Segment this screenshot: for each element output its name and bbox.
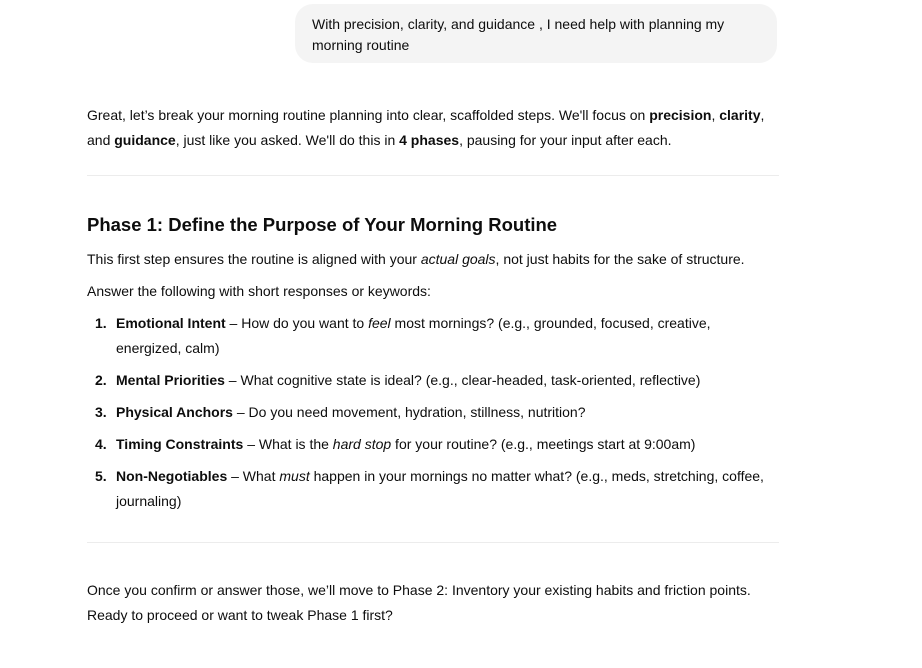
list-item-text: for your routine? (e.g., meetings start at 9:00am)	[391, 436, 696, 452]
list-number: 1.	[95, 315, 107, 331]
intro-text: Great, let’s break your morning routine planning into clear, scaffolded steps. We'll focus on	[87, 107, 650, 123]
list-item-emphasis: must	[279, 468, 310, 484]
intro-bold-precision: precision	[649, 107, 712, 123]
intro-paragraph	[87, 103, 779, 153]
horizontal-divider	[87, 175, 779, 176]
list-item	[87, 400, 779, 425]
user-message-text: With precision, clarity, and guidance , I need help with planning my morning routine	[312, 16, 725, 53]
list-item-title: Non-Negotiables	[116, 468, 228, 484]
list-item-text: – What	[227, 468, 280, 484]
list-number: 4.	[95, 436, 107, 452]
list-item-text: – What cognitive state is ideal? (e.g., clear-headed, task-oriented, reflective)	[224, 372, 701, 388]
closing-paragraph: Once you confirm or answer those, we’ll move to Phase 2: Inventory your existing habits and friction points. Ready to proceed or want to tweak Phase 1 first?	[87, 582, 751, 623]
intro-text: , just like you asked. We'll do this in	[175, 132, 400, 148]
intro-bold-phases: 4 phases	[399, 132, 460, 148]
explanation-emphasis: actual goals	[420, 251, 496, 267]
explanation-text: This first step ensures the routine is aligned with your	[87, 251, 421, 267]
intro-bold-guidance: guidance	[114, 132, 176, 148]
list-item	[87, 311, 779, 361]
list-item-title: Emotional Intent	[116, 315, 226, 331]
horizontal-divider	[87, 542, 779, 543]
user-message-bubble	[295, 4, 777, 63]
intro-text: ,	[711, 107, 720, 123]
intro-text: , and	[87, 107, 765, 148]
list-item-title: Mental Priorities	[116, 372, 225, 388]
instruction-text: Answer the following with short responses or keywords:	[87, 283, 431, 299]
list-number: 2.	[95, 372, 107, 388]
intro-text: , pausing for your input after each.	[459, 132, 672, 148]
list-item-text: – How do you want to	[225, 315, 369, 331]
list-item	[87, 368, 779, 393]
list-item-title: Physical Anchors	[116, 404, 233, 420]
list-item-title: Timing Constraints	[116, 436, 244, 452]
assistant-message	[87, 103, 779, 628]
list-item-emphasis: feel	[368, 315, 391, 331]
question-list	[87, 311, 779, 514]
list-number: 5.	[95, 468, 107, 484]
list-item-text: – Do you need movement, hydration, stillness, nutrition?	[232, 404, 586, 420]
intro-bold-clarity: clarity	[719, 107, 761, 123]
phase-heading: Phase 1: Define the Purpose of Your Morning Routine	[87, 214, 558, 235]
list-item-text: happen in your mornings no matter what? (e.g., meds, stretching, coffee, journaling)	[116, 468, 764, 509]
list-item-text: – What is the	[243, 436, 333, 452]
list-item-emphasis: hard stop	[332, 436, 392, 452]
list-number: 3.	[95, 404, 107, 420]
phase-explanation	[87, 247, 779, 272]
explanation-text: , not just habits for the sake of structure.	[495, 251, 745, 267]
list-item-text: most mornings? (e.g., grounded, focused, creative, energized, calm)	[116, 315, 711, 356]
list-item	[87, 464, 779, 514]
list-item	[87, 432, 779, 457]
